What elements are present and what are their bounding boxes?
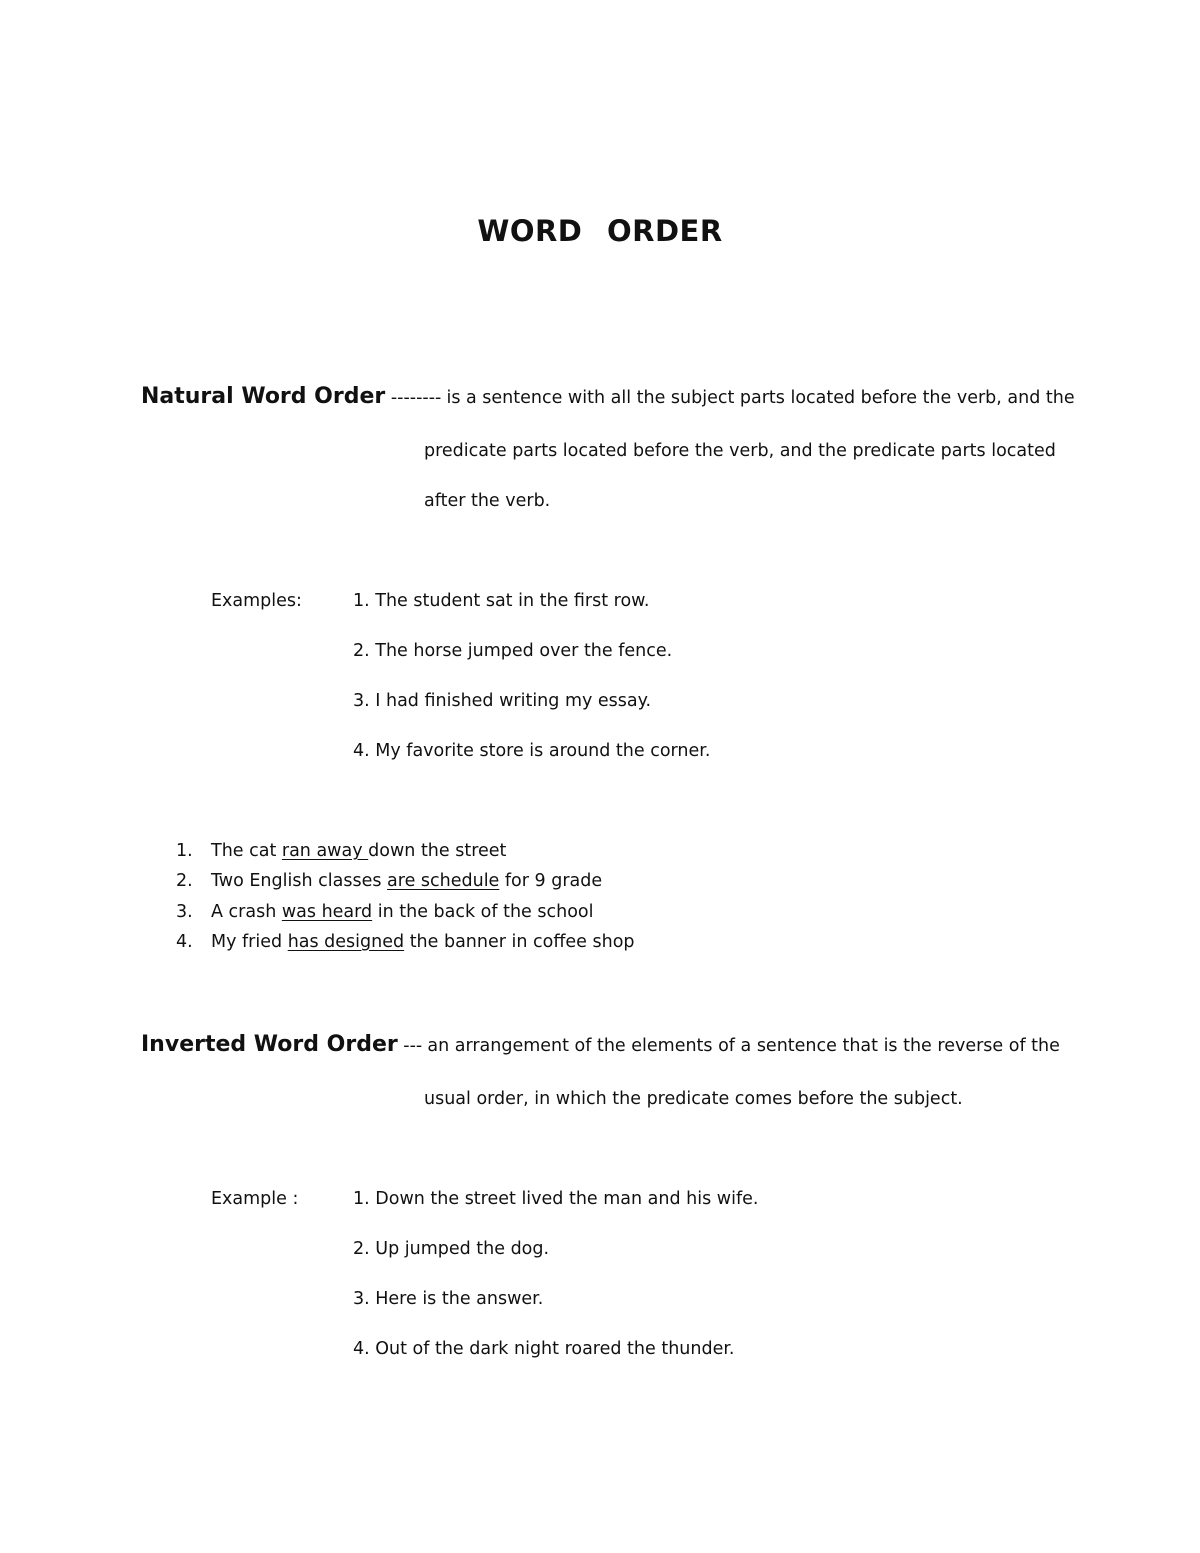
list-text-pre: My fried [211, 932, 288, 952]
list-verb-underlined: has designed [287, 932, 405, 952]
list-number: 4. [176, 932, 193, 952]
inverted-def-text1: an arrangement of the elements of a sentence that is the reverse of the [427, 1036, 1060, 1056]
natural-examples-label: Examples: [211, 591, 302, 611]
natural-dashes: -------- [385, 388, 442, 408]
natural-example-4: 4. My favorite store is around the corner. [353, 741, 711, 761]
list-number: 2. [176, 871, 193, 891]
natural-def-text1: is a sentence with all the subject parts located before the verb, and the [446, 388, 1075, 408]
natural-definition-line1 [141, 384, 1075, 409]
natural-example-2: 2. The horse jumped over the fence. [353, 641, 673, 661]
natural-example-3: 3. I had finished writing my essay. [353, 691, 652, 711]
list-item [176, 871, 602, 891]
list-text-post: for 9 grade [499, 871, 603, 891]
list-text-pre: Two English classes [211, 871, 388, 891]
natural-definition-line3: after the verb. [424, 491, 551, 511]
inverted-example-1: 1. Down the street lived the man and his wife. [353, 1189, 759, 1209]
list-item [176, 932, 635, 952]
list-text-post: in the back of the school [372, 902, 594, 922]
inverted-examples-label: Example : [211, 1189, 299, 1209]
inverted-example-4: 4. Out of the dark night roared the thunder. [353, 1339, 735, 1359]
inverted-example-2: 2. Up jumped the dog. [353, 1239, 550, 1259]
list-text-pre: A crash [211, 902, 282, 922]
list-text-post: down the street [368, 841, 507, 861]
list-text-post: the banner in coffee shop [404, 932, 635, 952]
inverted-example-3: 3. Here is the answer. [353, 1289, 544, 1309]
list-item [176, 902, 594, 922]
natural-heading: Natural Word Order [141, 384, 386, 409]
list-verb-underlined: was heard [281, 902, 373, 922]
list-verb-underlined: ran away [281, 841, 369, 861]
natural-definition-line2: predicate parts located before the verb, and the predicate parts located [424, 441, 1056, 461]
inverted-heading: Inverted Word Order [141, 1032, 398, 1057]
list-verb-underlined: are schedule [387, 871, 500, 891]
inverted-dashes: --- [397, 1036, 423, 1056]
page-title: WORD ORDER [477, 214, 723, 248]
list-number: 3. [176, 902, 193, 922]
list-number: 1. [176, 841, 193, 861]
list-item [176, 841, 506, 861]
inverted-definition-line1 [141, 1032, 1060, 1057]
natural-example-1: 1. The student sat in the first row. [353, 591, 650, 611]
list-text-pre: The cat [211, 841, 282, 861]
inverted-definition-line2: usual order, in which the predicate comes before the subject. [424, 1089, 963, 1109]
